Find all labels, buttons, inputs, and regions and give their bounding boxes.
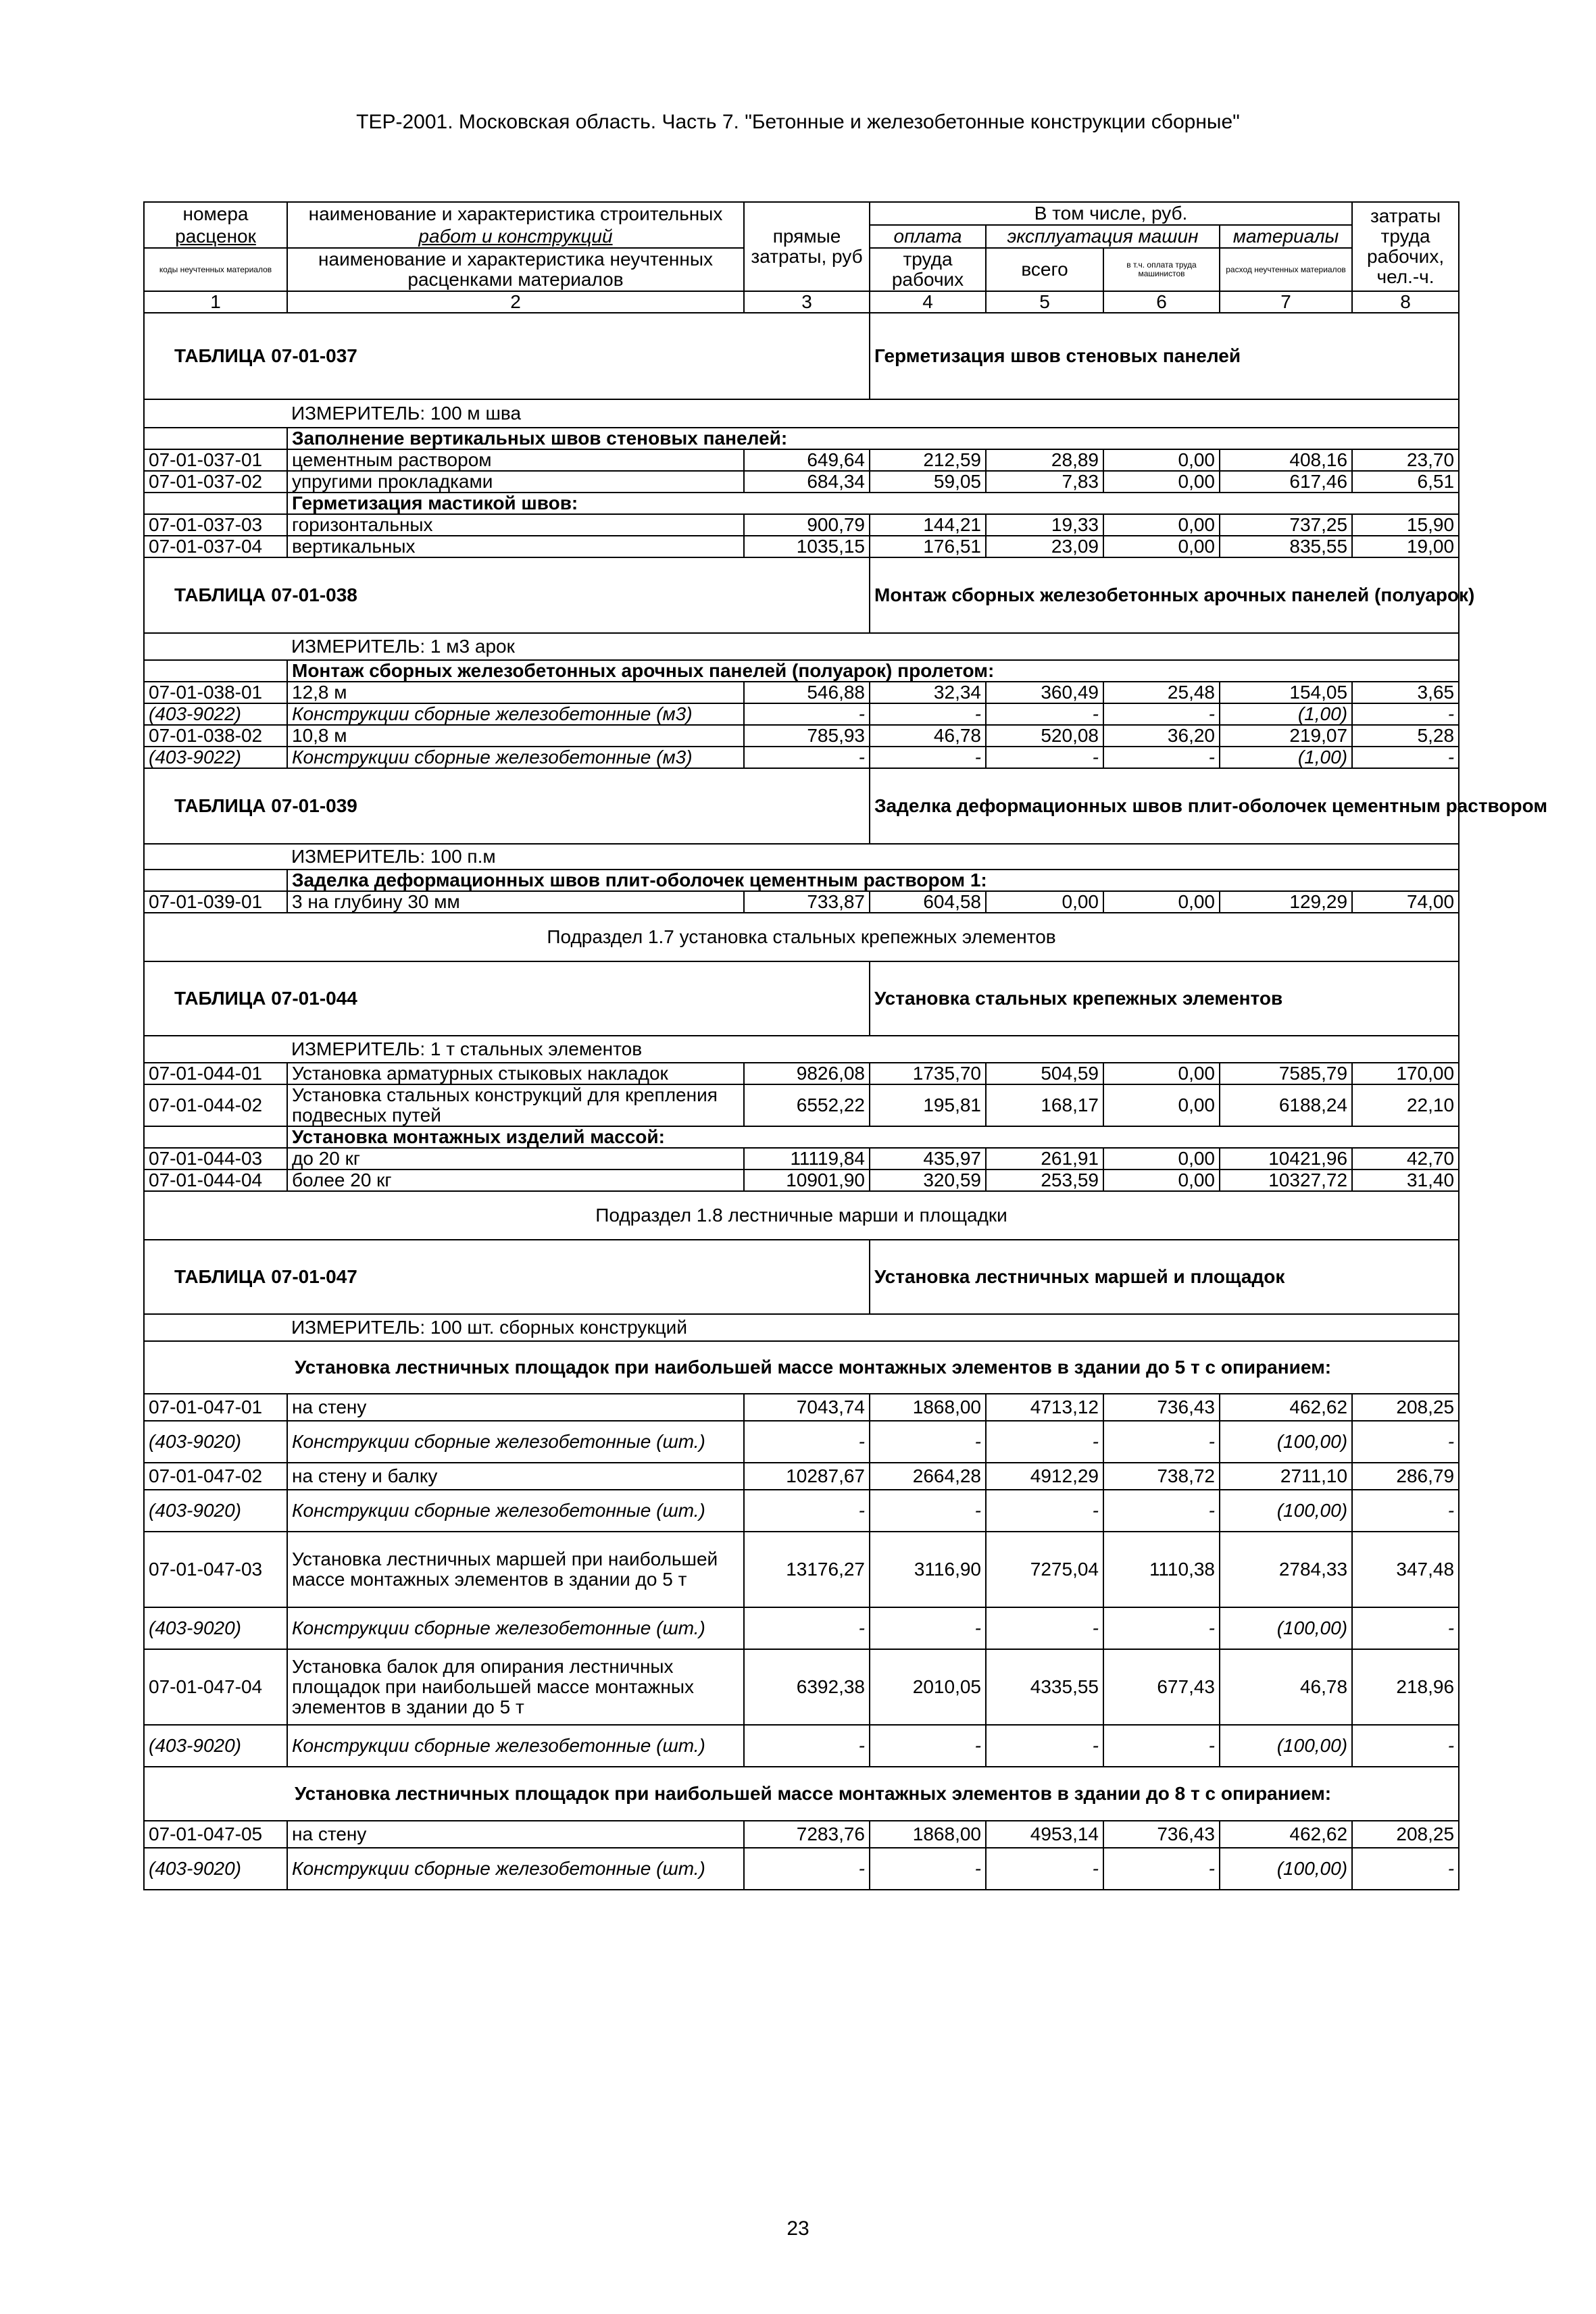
table-id: ТАБЛИЦА 07-01-047 xyxy=(144,1240,870,1314)
measure-unit: ИЗМЕРИТЕЛЬ: 100 шт. сборных конструкций xyxy=(287,1314,1459,1341)
subsection-title: Подраздел 1.7 установка стальных крепежных элементов xyxy=(144,913,1459,961)
hdr-c3: прямые затраты, руб xyxy=(744,202,870,291)
table-row: 07-01-039-01 3 на глубину 30 мм 733,87 604,58 0,00 0,00 129,29 74,00 xyxy=(144,891,1459,913)
subsection-1-7 xyxy=(144,913,1459,961)
table-row: 07-01-044-04 более 20 кг 10901,90 320,59 253,59 0,00 10327,72 31,40 xyxy=(144,1169,1459,1191)
table-row: 07-01-047-03 Установка лестничных маршей при наибольшей массе монтажных элементов в здании до 5 т 13176,27 3116,90 7275,04 1110,38 2784,33 347,48 xyxy=(144,1532,1459,1607)
hdr-c2-bot: наименование и характеристика неучтенных расценками материалов xyxy=(287,248,744,291)
col-num: 2 xyxy=(287,291,744,313)
measure-unit: ИЗМЕРИТЕЛЬ: 100 м шва xyxy=(287,399,1459,428)
page-number: 23 xyxy=(787,2217,809,2240)
col-num: 7 xyxy=(1220,291,1352,313)
table-name: Заделка деформационных швов плит-оболочек цементным раствором xyxy=(870,768,1459,844)
table-header xyxy=(144,202,1459,313)
col-num: 3 xyxy=(744,291,870,313)
col-num: 1 xyxy=(144,291,287,313)
table-row: 07-01-047-05 на стену 7283,76 1868,00 4953,14 736,43 462,62 208,25 xyxy=(144,1821,1459,1848)
group-heading: Герметизация мастикой швов: xyxy=(287,493,1459,514)
col-num: 5 xyxy=(986,291,1103,313)
table-07-01-047 xyxy=(144,1240,1459,1890)
hdr-c2-mid: работ и конструкций xyxy=(287,225,744,248)
table-07-01-044 xyxy=(144,961,1459,1191)
hdr-c4-a: оплата xyxy=(870,225,986,248)
table-row: 07-01-047-04 Установка балок для опирания лестничных площадок при наибольшей массе монтажных элементов в здании до 5 т 6392,38 2010,05 4335,55 677,43 46,78 218,96 xyxy=(144,1649,1459,1725)
group-heading: Заполнение вертикальных швов стеновых панелей: xyxy=(287,428,1459,449)
measure-unit: ИЗМЕРИТЕЛЬ: 1 м3 арок xyxy=(287,633,1459,660)
hdr-including: В том числе, руб. xyxy=(870,202,1352,225)
table-row: 07-01-037-02 упругими прокладками 684,34 59,05 7,83 0,00 617,46 6,51 xyxy=(144,471,1459,493)
table-row: 07-01-047-02 на стену и балку 10287,67 2664,28 4912,29 738,72 2711,10 286,79 xyxy=(144,1463,1459,1490)
hdr-c8: затраты труда рабочих, чел.-ч. xyxy=(1352,202,1459,291)
table-07-01-038 xyxy=(144,557,1475,768)
material-row: (403-9020) Конструкции сборные железобетонные (шт.) - - - - (100,00) - xyxy=(144,1725,1459,1767)
hdr-c1-mid: расценок xyxy=(144,225,287,248)
table-row: 07-01-047-01 на стену 7043,74 1868,00 4713,12 736,43 462,62 208,25 xyxy=(144,1394,1459,1421)
measure-unit: ИЗМЕРИТЕЛЬ: 1 т стальных элементов xyxy=(287,1036,1459,1063)
table-row: 07-01-037-03 горизонтальных 900,79 144,21 19,33 0,00 737,25 15,90 xyxy=(144,514,1459,536)
group-heading: Установка лестничных площадок при наибольшей массе монтажных элементов в здании до 8 т с опиранием: xyxy=(144,1767,1459,1821)
table-name: Установка стальных крепежных элементов xyxy=(870,961,1459,1036)
price-sheet xyxy=(143,201,1548,1890)
table-07-01-037 xyxy=(144,313,1459,557)
material-row: (403-9022) Конструкции сборные железобетонные (м3) - - - - (1,00) - xyxy=(144,703,1459,725)
hdr-c7-a: материалы xyxy=(1220,225,1352,248)
hdr-c1-bot: коды неучтенных материалов xyxy=(144,248,287,291)
table-id: ТАБЛИЦА 07-01-038 xyxy=(144,557,870,633)
table-row: 07-01-037-04 вертикальных 1035,15 176,51 23,09 0,00 835,55 19,00 xyxy=(144,536,1459,557)
document-header: ТЕР-2001. Московская область. Часть 7. "Бетонные и железобетонные конструкции сборные" xyxy=(356,111,1240,133)
material-row: (403-9020) Конструкции сборные железобетонные (шт.) - - - - (100,00) - xyxy=(144,1607,1459,1649)
subsection-1-8 xyxy=(144,1191,1459,1240)
table-row: 07-01-044-02 Установка стальных конструкций для крепления подвесных путей 6552,22 195,81 168,17 0,00 6188,24 22,10 xyxy=(144,1084,1459,1126)
material-row: (403-9020) Конструкции сборные железобетонные (шт.) - - - - (100,00) - xyxy=(144,1848,1459,1890)
material-row: (403-9020) Конструкции сборные железобетонные (шт.) - - - - (100,00) - xyxy=(144,1490,1459,1532)
table-id: ТАБЛИЦА 07-01-044 xyxy=(144,961,870,1036)
hdr-c1-top: номера xyxy=(144,202,287,225)
group-heading: Монтаж сборных железобетонных арочных панелей (полуарок) пролетом: xyxy=(287,660,1459,682)
hdr-c4-b: труда рабочих xyxy=(870,248,986,291)
material-row: (403-9022) Конструкции сборные железобетонные (м3) - - - - (1,00) - xyxy=(144,747,1459,768)
group-heading: Заделка деформационных швов плит-оболочек цементным раствором 1: xyxy=(287,870,1459,891)
table-id: ТАБЛИЦА 07-01-037 xyxy=(144,313,870,399)
rates-table xyxy=(143,201,1548,1890)
hdr-machines: эксплуатация машин xyxy=(986,225,1220,248)
table-row: 07-01-037-01 цементным раствором 649,64 212,59 28,89 0,00 408,16 23,70 xyxy=(144,449,1459,471)
hdr-c2-top: наименование и характеристика строительных xyxy=(287,202,744,225)
measure-unit: ИЗМЕРИТЕЛЬ: 100 п.м xyxy=(287,844,1459,870)
hdr-c7-b: расход неучтенных материалов xyxy=(1220,248,1352,291)
col-num: 6 xyxy=(1103,291,1220,313)
subsection-title: Подраздел 1.8 лестничные марши и площадки xyxy=(144,1191,1459,1240)
table-row: 07-01-044-01 Установка арматурных стыковых накладок 9826,08 1735,70 504,59 0,00 7585,79 170,00 xyxy=(144,1063,1459,1084)
group-heading: Установка монтажных изделий массой: xyxy=(287,1126,1459,1148)
col-num: 4 xyxy=(870,291,986,313)
table-id: ТАБЛИЦА 07-01-039 xyxy=(144,768,870,844)
table-row: 07-01-038-02 10,8 м 785,93 46,78 520,08 36,20 219,07 5,28 xyxy=(144,725,1459,747)
table-07-01-039 xyxy=(144,768,1548,913)
hdr-c5: всего xyxy=(986,248,1103,291)
group-heading: Установка лестничных площадок при наибольшей массе монтажных элементов в здании до 5 т с опиранием: xyxy=(144,1341,1459,1394)
table-row: 07-01-044-03 до 20 кг 11119,84 435,97 261,91 0,00 10421,96 42,70 xyxy=(144,1148,1459,1169)
col-num: 8 xyxy=(1352,291,1459,313)
table-name: Установка лестничных маршей и площадок xyxy=(870,1240,1459,1314)
table-name: Герметизация швов стеновых панелей xyxy=(870,313,1459,399)
table-name: Монтаж сборных железобетонных арочных панелей (полуарок) xyxy=(870,557,1459,633)
hdr-c6: в т.ч. оплата труда машинистов xyxy=(1103,248,1220,291)
table-row: 07-01-038-01 12,8 м 546,88 32,34 360,49 25,48 154,05 3,65 xyxy=(144,682,1459,703)
material-row: (403-9020) Конструкции сборные железобетонные (шт.) - - - - (100,00) - xyxy=(144,1421,1459,1463)
